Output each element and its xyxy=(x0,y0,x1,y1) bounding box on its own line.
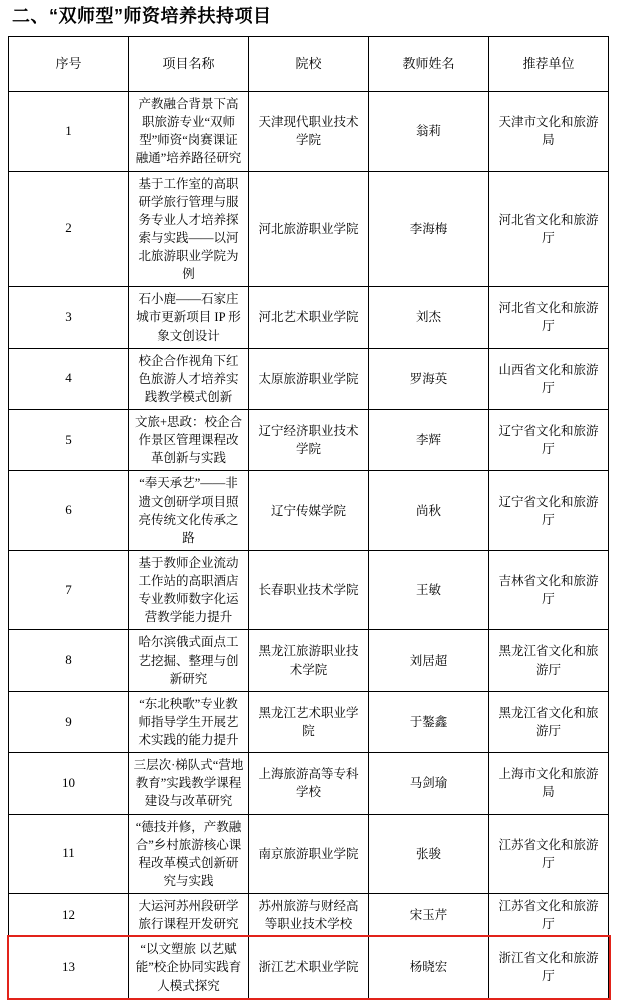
cell-school: 苏州旅游与财经高等职业技术学校 xyxy=(249,894,369,937)
cell-teacher: 宋玉芹 xyxy=(369,894,489,937)
cell-project: “德技并修，产教融合”乡村旅游核心课程改革模式创新研究与实践 xyxy=(129,814,249,894)
column-header-unit: 推荐单位 xyxy=(489,37,609,92)
cell-project: “东北秧歌”专业教师指导学生开展艺术实践的能力提升 xyxy=(129,691,249,752)
table-row xyxy=(9,753,609,814)
cell-project: 基于工作室的高职研学旅行管理与服务专业人才培养探索与实践——以河北旅游职业学院为例 xyxy=(129,171,249,287)
table-row xyxy=(9,550,609,630)
cell-project: “以文塑旅 以艺赋能”校企协同实践育人模式探究 xyxy=(129,937,249,998)
column-header-school: 院校 xyxy=(249,37,369,92)
table-row xyxy=(9,691,609,752)
cell-school: 河北旅游职业学院 xyxy=(249,171,369,287)
cell-unit: 江苏省文化和旅游厅 xyxy=(489,894,609,937)
table-header xyxy=(9,37,609,92)
cell-unit: 河北省文化和旅游厅 xyxy=(489,171,609,287)
cell-teacher: 刘居超 xyxy=(369,630,489,691)
table-row xyxy=(9,814,609,894)
cell-school: 黑龙江艺术职业学院 xyxy=(249,691,369,752)
cell-index: 6 xyxy=(9,471,129,551)
project-table xyxy=(8,36,609,999)
table-row xyxy=(9,348,609,409)
cell-unit: 黑龙江省文化和旅游厅 xyxy=(489,691,609,752)
cell-unit: 辽宁省文化和旅游厅 xyxy=(489,410,609,471)
cell-teacher: 于鏊鑫 xyxy=(369,691,489,752)
table-row xyxy=(9,894,609,937)
cell-unit: 辽宁省文化和旅游厅 xyxy=(489,471,609,551)
cell-index: 12 xyxy=(9,894,129,937)
page-title: 二、“双师型”师资培养扶持项目 xyxy=(12,6,272,26)
cell-project: 文旅+思政：校企合作景区管理课程改革创新与实践 xyxy=(129,410,249,471)
cell-project: 校企合作视角下红色旅游人才培养实践教学模式创新 xyxy=(129,348,249,409)
cell-project: 大运河苏州段研学旅行课程开发研究 xyxy=(129,894,249,937)
cell-index: 10 xyxy=(9,753,129,814)
cell-teacher: 杨晓宏 xyxy=(369,937,489,998)
cell-index: 7 xyxy=(9,550,129,630)
cell-teacher: 王敏 xyxy=(369,550,489,630)
cell-teacher: 李辉 xyxy=(369,410,489,471)
cell-school: 上海旅游高等专科学校 xyxy=(249,753,369,814)
table-row xyxy=(9,171,609,287)
table-body xyxy=(9,92,609,999)
table-row-highlighted xyxy=(9,937,609,998)
cell-teacher: 张骏 xyxy=(369,814,489,894)
cell-unit: 江苏省文化和旅游厅 xyxy=(489,814,609,894)
table-header-row xyxy=(9,37,609,92)
cell-index: 3 xyxy=(9,287,129,348)
cell-school: 辽宁传媒学院 xyxy=(249,471,369,551)
cell-unit: 浙江省文化和旅游厅 xyxy=(489,937,609,998)
cell-school: 天津现代职业技术学院 xyxy=(249,92,369,172)
cell-teacher: 李海梅 xyxy=(369,171,489,287)
cell-index: 1 xyxy=(9,92,129,172)
cell-school: 长春职业技术学院 xyxy=(249,550,369,630)
cell-teacher: 尚秋 xyxy=(369,471,489,551)
cell-teacher: 翁莉 xyxy=(369,92,489,172)
table-row xyxy=(9,630,609,691)
table-row xyxy=(9,287,609,348)
cell-project: 产教融合背景下高职旅游专业“双师型”师资“岗赛课证融通”培养路径研究 xyxy=(129,92,249,172)
cell-unit: 上海市文化和旅游局 xyxy=(489,753,609,814)
cell-unit: 天津市文化和旅游局 xyxy=(489,92,609,172)
cell-project: 基于教师企业流动工作站的高职酒店专业教师数字化运营教学能力提升 xyxy=(129,550,249,630)
cell-project: “奉天承艺”——非遗文创研学项目照亮传统文化传承之路 xyxy=(129,471,249,551)
cell-index: 9 xyxy=(9,691,129,752)
cell-unit: 黑龙江省文化和旅游厅 xyxy=(489,630,609,691)
table-row xyxy=(9,410,609,471)
cell-school: 黑龙江旅游职业技术学院 xyxy=(249,630,369,691)
column-header-index: 序号 xyxy=(9,37,129,92)
cell-teacher: 刘杰 xyxy=(369,287,489,348)
cell-unit: 山西省文化和旅游厅 xyxy=(489,348,609,409)
cell-school: 南京旅游职业学院 xyxy=(249,814,369,894)
cell-project: 三层次·梯队式“营地教育”实践教学课程建设与改革研究 xyxy=(129,753,249,814)
column-header-teacher: 教师姓名 xyxy=(369,37,489,92)
cell-index: 8 xyxy=(9,630,129,691)
column-header-project: 项目名称 xyxy=(129,37,249,92)
cell-index: 5 xyxy=(9,410,129,471)
cell-teacher: 罗海英 xyxy=(369,348,489,409)
cell-school: 浙江艺术职业学院 xyxy=(249,937,369,998)
cell-index: 13 xyxy=(9,937,129,998)
cell-unit: 河北省文化和旅游厅 xyxy=(489,287,609,348)
cell-unit: 吉林省文化和旅游厅 xyxy=(489,550,609,630)
cell-project: 石小鹿——石家庄城市更新项目 IP 形象文创设计 xyxy=(129,287,249,348)
cell-school: 河北艺术职业学院 xyxy=(249,287,369,348)
table-row xyxy=(9,471,609,551)
cell-index: 11 xyxy=(9,814,129,894)
cell-project: 哈尔滨俄式面点工艺挖掘、整理与创新研究 xyxy=(129,630,249,691)
cell-index: 2 xyxy=(9,171,129,287)
cell-teacher: 马剑瑜 xyxy=(369,753,489,814)
table-row xyxy=(9,92,609,172)
cell-school: 太原旅游职业学院 xyxy=(249,348,369,409)
cell-school: 辽宁经济职业技术学院 xyxy=(249,410,369,471)
cell-index: 4 xyxy=(9,348,129,409)
